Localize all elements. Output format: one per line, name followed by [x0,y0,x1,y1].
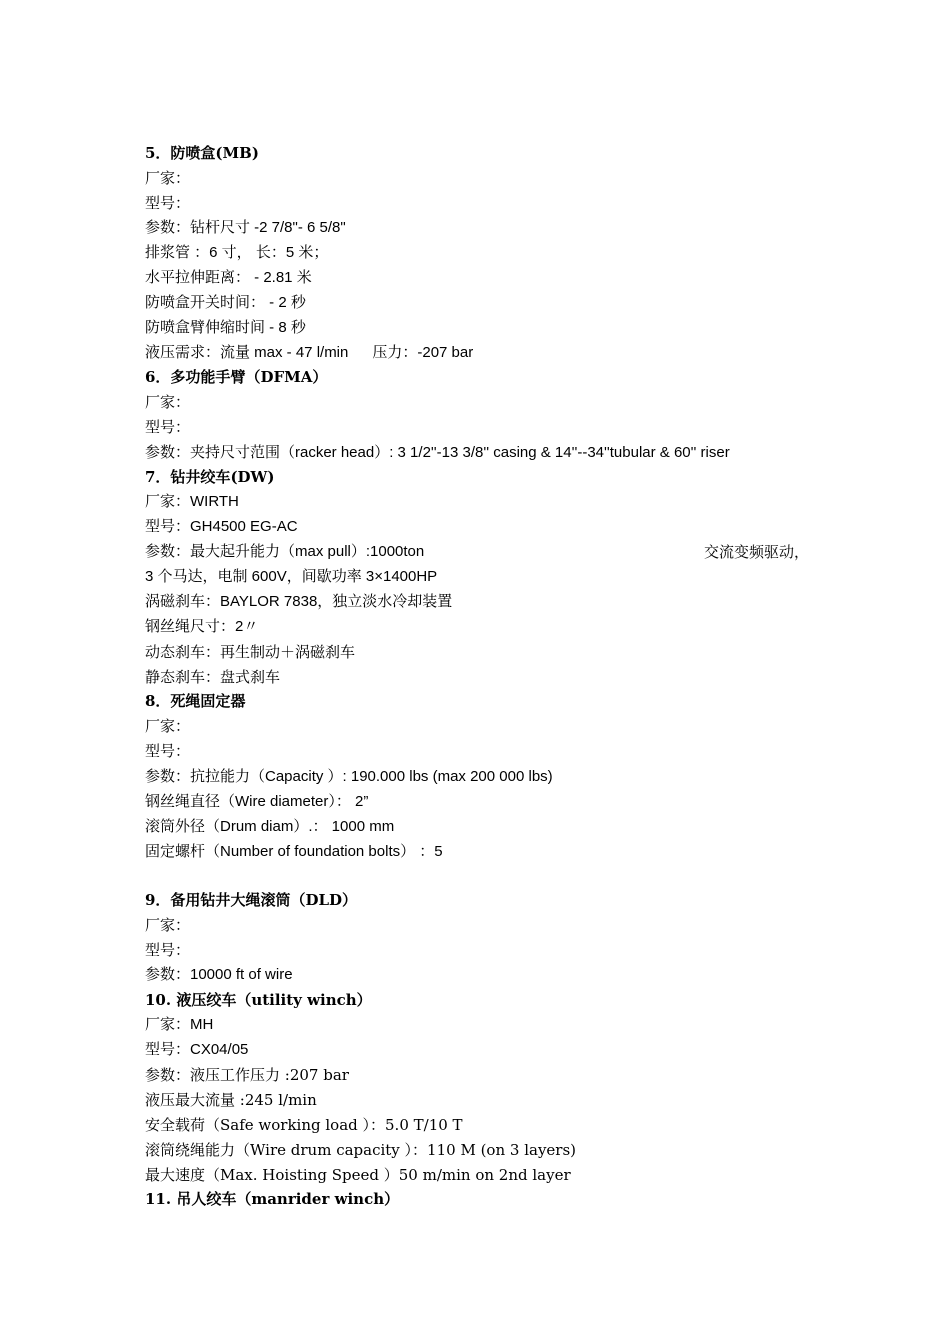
section-11-title: 11. 吊人绞车（manrider winch） [145,1190,400,1208]
section-8-title: 8．死绳固定器 [145,692,246,710]
section-8-param-2: 钢丝绳直径（Wire diameter）： 2” [145,793,369,810]
section-5-pressure: 压力：-207 bar [372,344,474,361]
section-8-param-4: 固定螺杆（Number of foundation bolts） ：5 [145,843,443,860]
section-10-param-4: 滚筒绕绳能力（Wire drum capacity ）：110 M (on 3 layers) [145,1141,577,1159]
section-7-param-5: 静态刹车：盘式刹车 [145,668,281,686]
section-8-param-3: 滚筒外径（Drum diam）.： 1000 mm [145,818,395,835]
section-10-param-1: 参数：液压工作压力 :207 bar [145,1066,349,1084]
section-5-param-6 [145,342,473,364]
section-10-param-5: 最大速度（Max. Hoisting Speed ）50 m/min on 2nd layer [145,1166,571,1184]
section-5-maker: 厂家： [145,169,191,187]
section-9-model: 型号： [145,941,191,959]
section-6-model: 型号： [145,418,191,436]
section-8-param-1: 参数：抗拉能力（Capacity ）: 190.000 lbs (max 200 000 lbs) [145,768,553,785]
section-5-param-5: 防喷盒臂伸缩时间 - 8 秒 [145,319,306,336]
section-6-maker: 厂家： [145,393,191,411]
section-5-param-3: 水平拉伸距离： - 2.81 米 [145,269,312,286]
section-10-model: 型号：CX04/05 [145,1041,249,1058]
section-7-param-2: 涡磁刹车：BAYLOR 7838，独立淡水冷却装置 [145,593,453,610]
section-5-model: 型号： [145,194,191,212]
section-7-model: 型号：GH4500 EG-AC [145,518,298,535]
section-5-param-4: 防喷盒开关时间： - 2 秒 [145,294,306,311]
section-6-title: 6．多功能手臂（DFMA） [145,368,328,386]
section-5-param-1: 参数：钻杆尺寸 -2 7/8"- 6 5/8" [145,219,346,236]
section-8-model: 型号： [145,742,191,760]
section-7-param-4: 动态刹车：再生制动＋涡磁刹车 [145,643,356,661]
section-10-maker: 厂家：MH [145,1016,214,1033]
section-5-param-2: 排浆管 ：6 寸， 长：5 米； [145,244,329,261]
section-10-param-2: 液压最大流量 :245 l/min [145,1091,317,1109]
section-5-flow: 液压需求：流量 max - 47 l/min [145,344,349,361]
section-8-maker: 厂家： [145,717,191,735]
section-7-param-3: 钢丝绳尺寸：2〃 [145,618,259,635]
section-7-title: 7．钻井绞车(DW) [145,468,275,486]
section-7-max-pull: 参数：最大起升能力（max pull）:1000ton [145,543,425,560]
section-7-maker: 厂家：WIRTH [145,493,239,510]
section-9-param-1: 参数：10000 ft of wire [145,966,293,983]
section-7-drive: 交流变频驱动， [704,543,810,561]
section-9-title: 9．备用钻井大绳滚筒（DLD） [145,891,358,909]
section-7-param-1-cont: 3 个马达，电制 600V，间歇功率 3×1400HP [145,568,438,585]
section-10-title: 10. 液压绞车（utility winch） [145,991,372,1009]
section-9-maker: 厂家： [145,916,191,934]
section-5-title: 5．防喷盒(MB) [145,144,259,162]
section-10-param-3: 安全载荷（Safe working load ）：5.0 T/10 T [145,1116,463,1134]
section-6-param-1: 参数：夹持尺寸范围（racker head）: 3 1/2''-13 3/8'' casing & 14''--34''tubular & 60'' riser [145,444,730,461]
